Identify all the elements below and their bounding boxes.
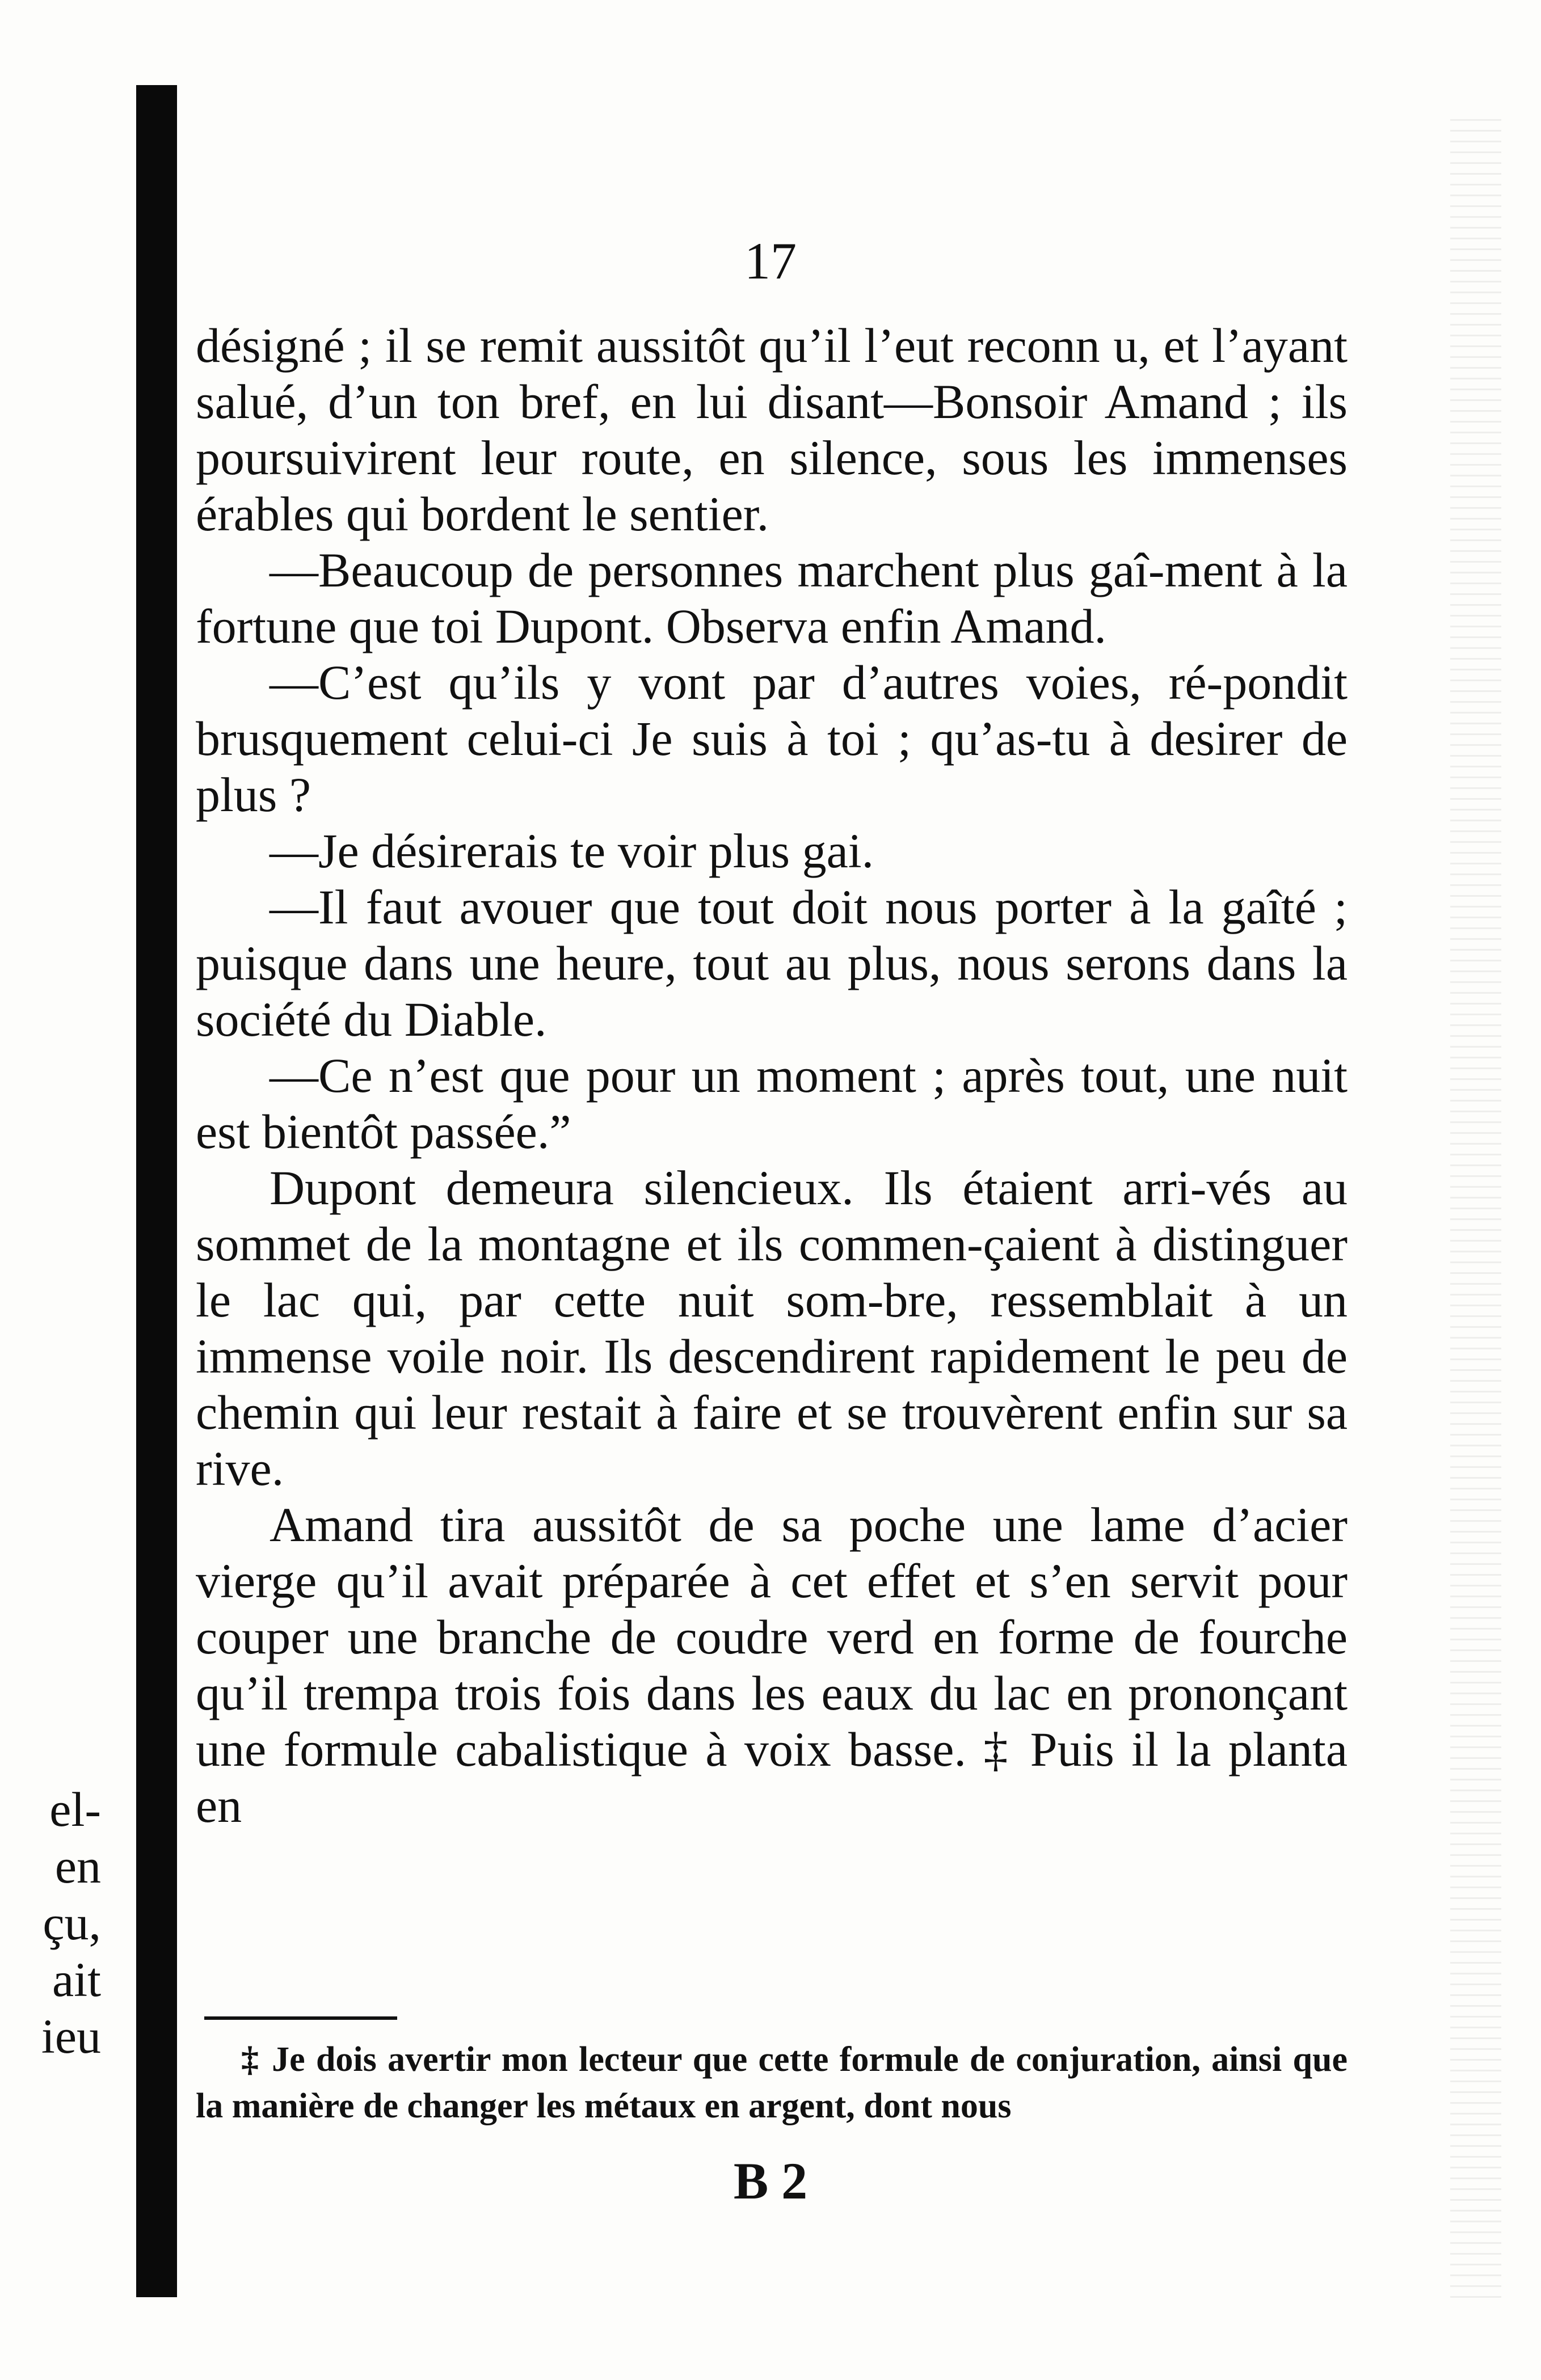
previous-page-fragments [5,1781,135,2065]
signature-mark: B 2 [733,2152,808,2210]
paragraph: —Beaucoup de personnes marchent plus gaî-ment à la fortune que toi Dupont. Observa enfin Amand. [196,543,1348,653]
paragraph: Amand tira aussitôt de sa poche une lame d’acier vierge qu’il avait préparée à cet effet et s’en servit pour couper une branche de coudre verd en forme de fourche qu’il trempa trois fois dans les eaux du lac en prononçant une formule cabalistique à voix basse. ‡ Puis il la planta en [196,1497,1348,1833]
fragment-line: ait [52,1952,101,2007]
paragraph: —C’est qu’ils y vont par d’autres voies, ré-pondit brusquement celui-ci Je suis à toi ; qu’as-tu à desirer de plus ? [196,655,1348,822]
footnote-rule [204,2016,397,2020]
page-edge [1450,119,1501,2303]
footnote-text: ‡ Je dois avertir mon lecteur que cette formule de conjuration, ainsi que la manière de changer les métaux en argent, dont nous [196,2040,1348,2125]
page-number: 17 [744,232,797,290]
paragraph: —Ce n’est que pour un moment ; après tout, une nuit est bientôt passée.” [196,1048,1348,1159]
fragment-line: el- [49,1782,101,1837]
binding-shadow [136,85,177,2297]
paragraph: —Il faut avouer que tout doit nous porter à la gaîté ; puisque dans une heure, tout au plus, nous serons dans la société du Diable. [196,880,1348,1046]
fragment-line: çu, [43,1896,101,1950]
paragraph: Dupont demeura silencieux. Ils étaient arri-vés au sommet de la montagne et ils commen-çaient à distinguer le lac qui, par cette nuit som-bre, ressemblait à un immense voile noir. Ils descendirent rapidement le peu de chemin qui leur restait à faire et se trouvèrent enfin sur sa rive. [196,1161,1348,1496]
body-text [196,318,1348,1834]
footnote [196,2036,1348,2129]
paragraph: désigné ; il se remit aussitôt qu’il l’eut reconn u, et l’ayant salué, d’un ton bref, en lui disant—Bonsoir Amand ; ils poursuivirent leur route, en silence, sous les immenses érables qui bordent le sentier. [196,318,1348,541]
fragment-line: ieu [41,2009,101,2063]
paragraph: —Je désirerais te voir plus gai. [270,824,874,878]
fragment-line: en [54,1839,101,1893]
